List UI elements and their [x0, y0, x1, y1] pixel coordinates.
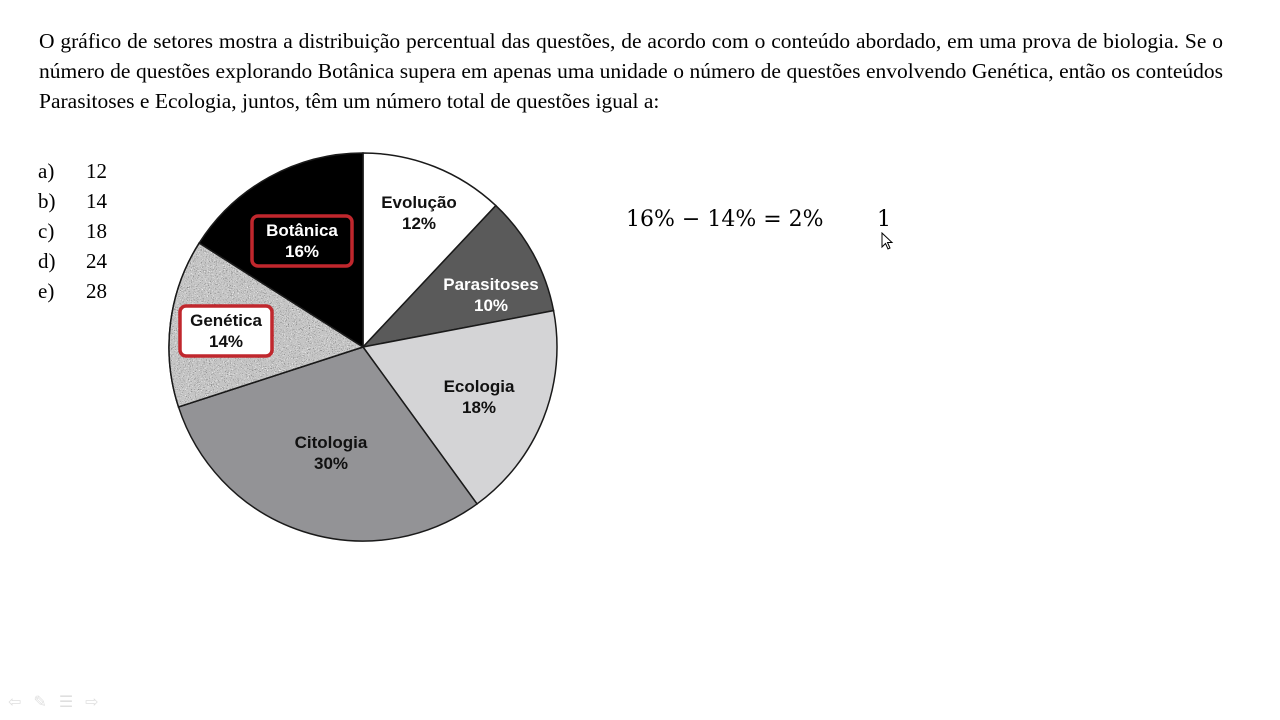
option-letter: a) [38, 159, 55, 183]
pie-chart [0, 0, 600, 560]
slice-name: Evolução [381, 193, 457, 212]
pen-icon[interactable]: ✎ [33, 692, 47, 711]
mouse-pointer-icon [881, 232, 895, 252]
slice-percent: 14% [208, 332, 244, 351]
menu-icon[interactable]: ☰ [58, 692, 74, 711]
slice-name: Genética [190, 311, 262, 330]
previous-arrow-icon[interactable]: ⇦ [8, 692, 22, 711]
option-value: 18 [86, 219, 107, 243]
option-value: 24 [86, 249, 107, 273]
slice-percent: 16% [284, 242, 320, 261]
work-equation: 16% − 14% = 2% [626, 207, 824, 232]
slideshow-toolbar [8, 692, 99, 711]
work-note: 1 [877, 207, 891, 232]
option-value: 28 [86, 279, 107, 303]
option-letter: d) [38, 249, 56, 273]
slice-name: Ecologia [443, 377, 515, 396]
option-letter: c) [38, 219, 55, 243]
option-letter: e) [38, 279, 55, 303]
option-letter: b) [38, 189, 56, 213]
question-text: O gráfico de setores mostra a distribuição percentual das questões, de acordo com o conteúdo abordado, em uma prova de biologia. Se o número de questões explorando Botânica supera em apenas uma unidade o número de questões envolvendo Genética, então os conteúdos Parasitoses e Ecologia, juntos, têm um número total de questões igual a: [39, 29, 1223, 113]
option-value: 14 [86, 189, 107, 213]
slice-name: Citologia [294, 433, 368, 452]
slice-name: Parasitoses [443, 275, 539, 294]
slice-name: Botânica [266, 221, 338, 240]
slice-percent: 12% [401, 214, 437, 233]
slice-percent: 30% [313, 454, 349, 473]
slice-percent: 10% [473, 296, 509, 315]
next-arrow-icon[interactable]: ⇨ [85, 692, 99, 711]
slice-percent: 18% [461, 398, 497, 417]
option-value: 12 [86, 159, 107, 183]
slice-label-genética [180, 306, 272, 356]
